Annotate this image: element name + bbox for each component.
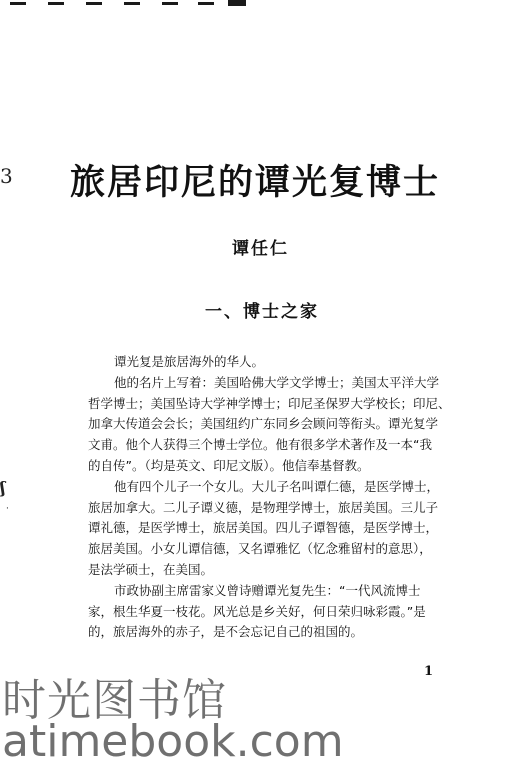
top-edge-artifact bbox=[10, 0, 250, 8]
watermark-url: atimebook.com bbox=[2, 716, 344, 767]
text-line: 是法学硕士，在美国。 bbox=[88, 561, 214, 577]
text-line: 市政协副主席雷家义曾诗赠谭光复先生：“一代风流博士 bbox=[114, 582, 421, 598]
scan-edge-mark: ʃ bbox=[0, 478, 6, 497]
section-heading: 一、博士之家 bbox=[205, 302, 319, 322]
author-name: 谭任仁 bbox=[232, 239, 289, 259]
text-line: 哲学博士；美国坠诗大学神学博士；印尼圣保罗大学校长；印尼、 bbox=[88, 395, 451, 411]
page-number: 1 bbox=[424, 664, 434, 679]
text-line: 谭礼德，是医学博士，旅居美国。四儿子谭智德，是医学博士， bbox=[88, 520, 439, 536]
text-line: 的，旅居海外的赤子，是不会忘记自己的祖国的。 bbox=[88, 624, 364, 640]
text-line: 他的名片上写着：美国哈佛大学文学博士；美国太平洋大学 bbox=[114, 374, 440, 390]
text-line: 他有四个儿子一个女儿。大儿子名叫谭仁德，是医学博士， bbox=[114, 478, 440, 494]
page-title: 旅居印尼的谭光复博士 bbox=[70, 163, 441, 203]
scan-edge-mark: · bbox=[6, 504, 9, 514]
text-line: 旅居加拿大。二儿子谭义德，是物理学博士，旅居美国。三儿子 bbox=[88, 499, 439, 515]
text-line: 旅居美国。小女儿谭信德，又名谭雅忆（忆念雅留村的意思）， bbox=[88, 541, 432, 557]
text-line: 家，根生华夏一枝花。风光总是乡关好，何日荣归咏彩霞。”是 bbox=[88, 603, 426, 619]
watermark-library-name: 时光图书馆 bbox=[2, 675, 227, 726]
text-line: 文甫。他个人获得三个博士学位。他有很多学术著作及一本“我 bbox=[88, 437, 432, 453]
text-line: 谭光复是旅居海外的华人。 bbox=[114, 354, 265, 369]
scan-edge-mark: 3 bbox=[0, 164, 13, 188]
text-line: 加拿大传道会会长；美国纽约广东同乡会顾问等衔头。谭光复学 bbox=[88, 416, 439, 432]
body-text bbox=[88, 352, 480, 643]
text-line: 的自传”。（均是英文、印尼文版）。他信奉基督教。 bbox=[88, 457, 370, 473]
